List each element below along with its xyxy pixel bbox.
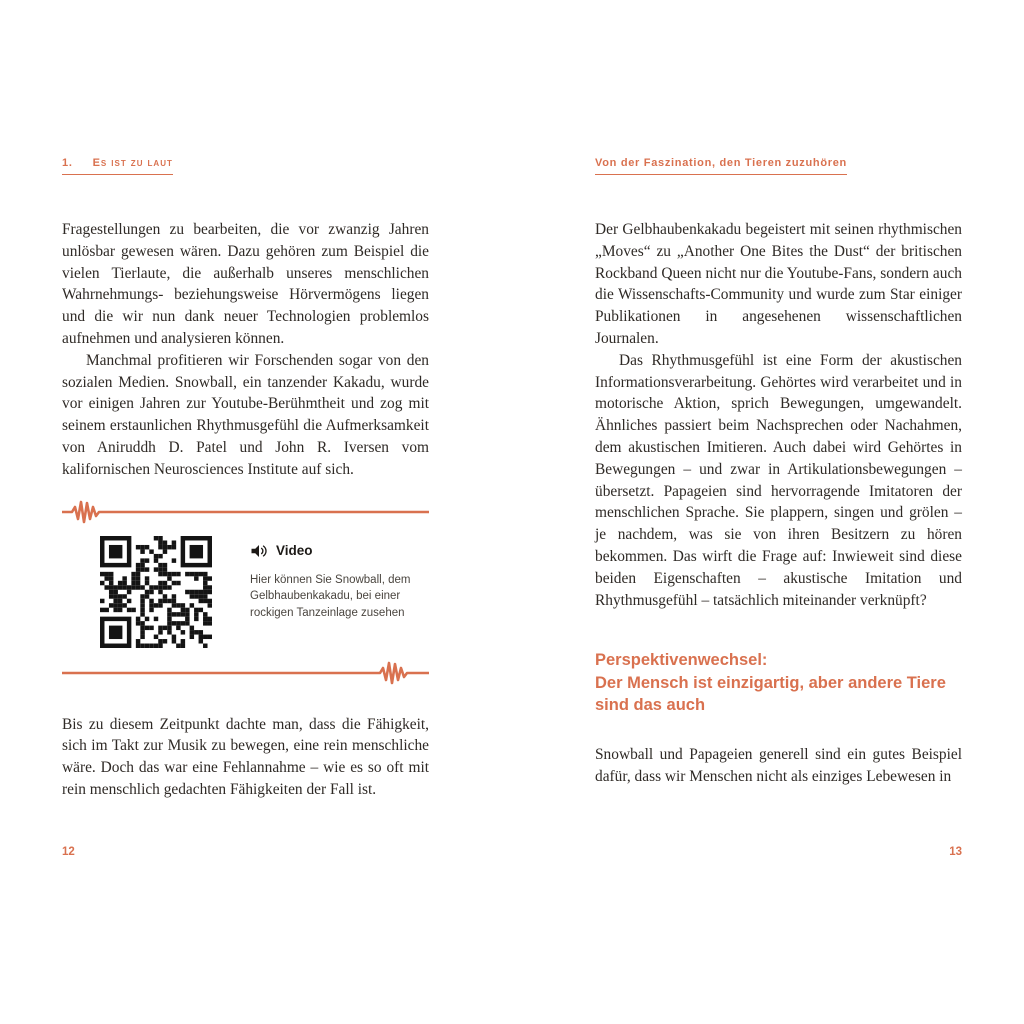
right-body-text-lower — [595, 744, 962, 788]
paragraph: Snowball und Papageien generell sind ein gutes Beispiel dafür, dass wir Menschen nicht als einziges Lebewesen in — [595, 745, 962, 785]
video-media-block — [62, 536, 429, 648]
caption-line: Gelbhaubenkakadu, bei einer — [250, 590, 401, 603]
subheading-line: Perspektivenwechsel: — [595, 651, 768, 670]
section-title: Von der Faszination, den Tieren zuzuhören — [595, 157, 847, 169]
left-body-text — [62, 219, 429, 481]
left-running-header — [62, 157, 173, 175]
video-caption-block — [250, 536, 410, 622]
caption-line: Hier können Sie Snowball, dem — [250, 573, 411, 586]
right-running-header — [595, 157, 847, 175]
caption-line: rockigen Tanzeinlage zusehen — [250, 606, 405, 619]
waveform-icon — [62, 500, 429, 524]
waveform-rule-bottom — [62, 661, 429, 685]
left-page — [62, 153, 429, 801]
waveform-icon — [62, 661, 429, 685]
paragraph: Das Rhythmusgefühl ist eine Form der akustischen Informationsverarbeitung. Gehörtes wird verarbeitet und in motorische Aktion, sprich Bewegungen, umgewandelt. Ähnliches passiert beim Nachsprechen oder Nachahmen, dem akustischen Imitieren. Auch dabei wird Gehörtes in Bewegungen – und zwar in Artikulationsbewegungen – übersetzt. Papageien sind hervorragende Imitatoren der menschlichen Sprache. Sie plappern, singen und grölen – je nachdem, was sie von ihren Besitzern zu hören bekommen. Das wirft die Frage auf: Inwieweit sind diese beiden Eigenschaften – akustische Imitation und Rhythmusgefühl – tatsächlich miteinander verknüpft? — [595, 351, 962, 609]
subheading-line: sind das auch — [595, 696, 706, 715]
video-label-row — [250, 542, 410, 560]
left-body-text-lower — [62, 714, 429, 801]
speaker-icon — [250, 542, 268, 560]
video-label: Video — [276, 543, 313, 559]
waveform-rule-top — [62, 500, 429, 524]
section-subheading — [595, 649, 962, 717]
qr-code-image — [100, 536, 212, 648]
page-number-right: 13 — [949, 846, 962, 858]
right-body-text — [595, 219, 962, 611]
paragraph: Manchmal profitieren wir Forschenden sogar von den sozialen Medien. Snowball, ein tanzender Kakadu, wurde vor einigen Jahren zur Youtube-Berühmtheit und zog mit seinem erstaunlichen Rhythmusgefühl die Aufmerksamkeit von Aniruddh D. Patel und John R. Iversen vom kalifornischen Neurosciences Institute auf sich. — [62, 351, 429, 478]
video-caption — [250, 572, 410, 622]
paragraph: Fragestellungen zu bearbeiten, die vor zwanzig Jahren unlösbar gewesen wären. Dazu gehören zum Beispiel die vielen Tierlaute, die außerhalb unseres menschlichen Wahrnehmungs- beziehungsweise Hörvermögens liegen und die wir nun dank neuer Technologien problemlos aufnehmen und analysieren können. — [62, 221, 429, 347]
paragraph: Bis zu diesem Zeitpunkt dachte man, dass die Fähigkeit, sich im Takt zur Musik zu bewegen, eine rein menschliche wäre. Doch das war eine Fehlannahme – wie es so oft mit rein menschlich gedachten Fähigkeiten der Fall ist. — [62, 715, 429, 798]
chapter-title: Es ist zu laut — [92, 157, 173, 169]
paragraph: Der Gelbhaubenkakadu begeistert mit seinen rhythmischen „Moves“ zu „Another One Bites the Dust“ der britischen Rockband Queen nicht nur die Youtube-Fans, sondern auch die Wissenschafts-Community und wurde zum Star einiger Publikationen in angesehenen wissenschaftlichen Journalen. — [595, 221, 962, 347]
chapter-number: 1. — [62, 157, 73, 169]
right-page — [595, 153, 962, 787]
page-number-left: 12 — [62, 846, 75, 858]
subheading-line: Der Mensch ist einzigartig, aber andere Tiere — [595, 673, 946, 692]
qr-code — [100, 536, 212, 648]
